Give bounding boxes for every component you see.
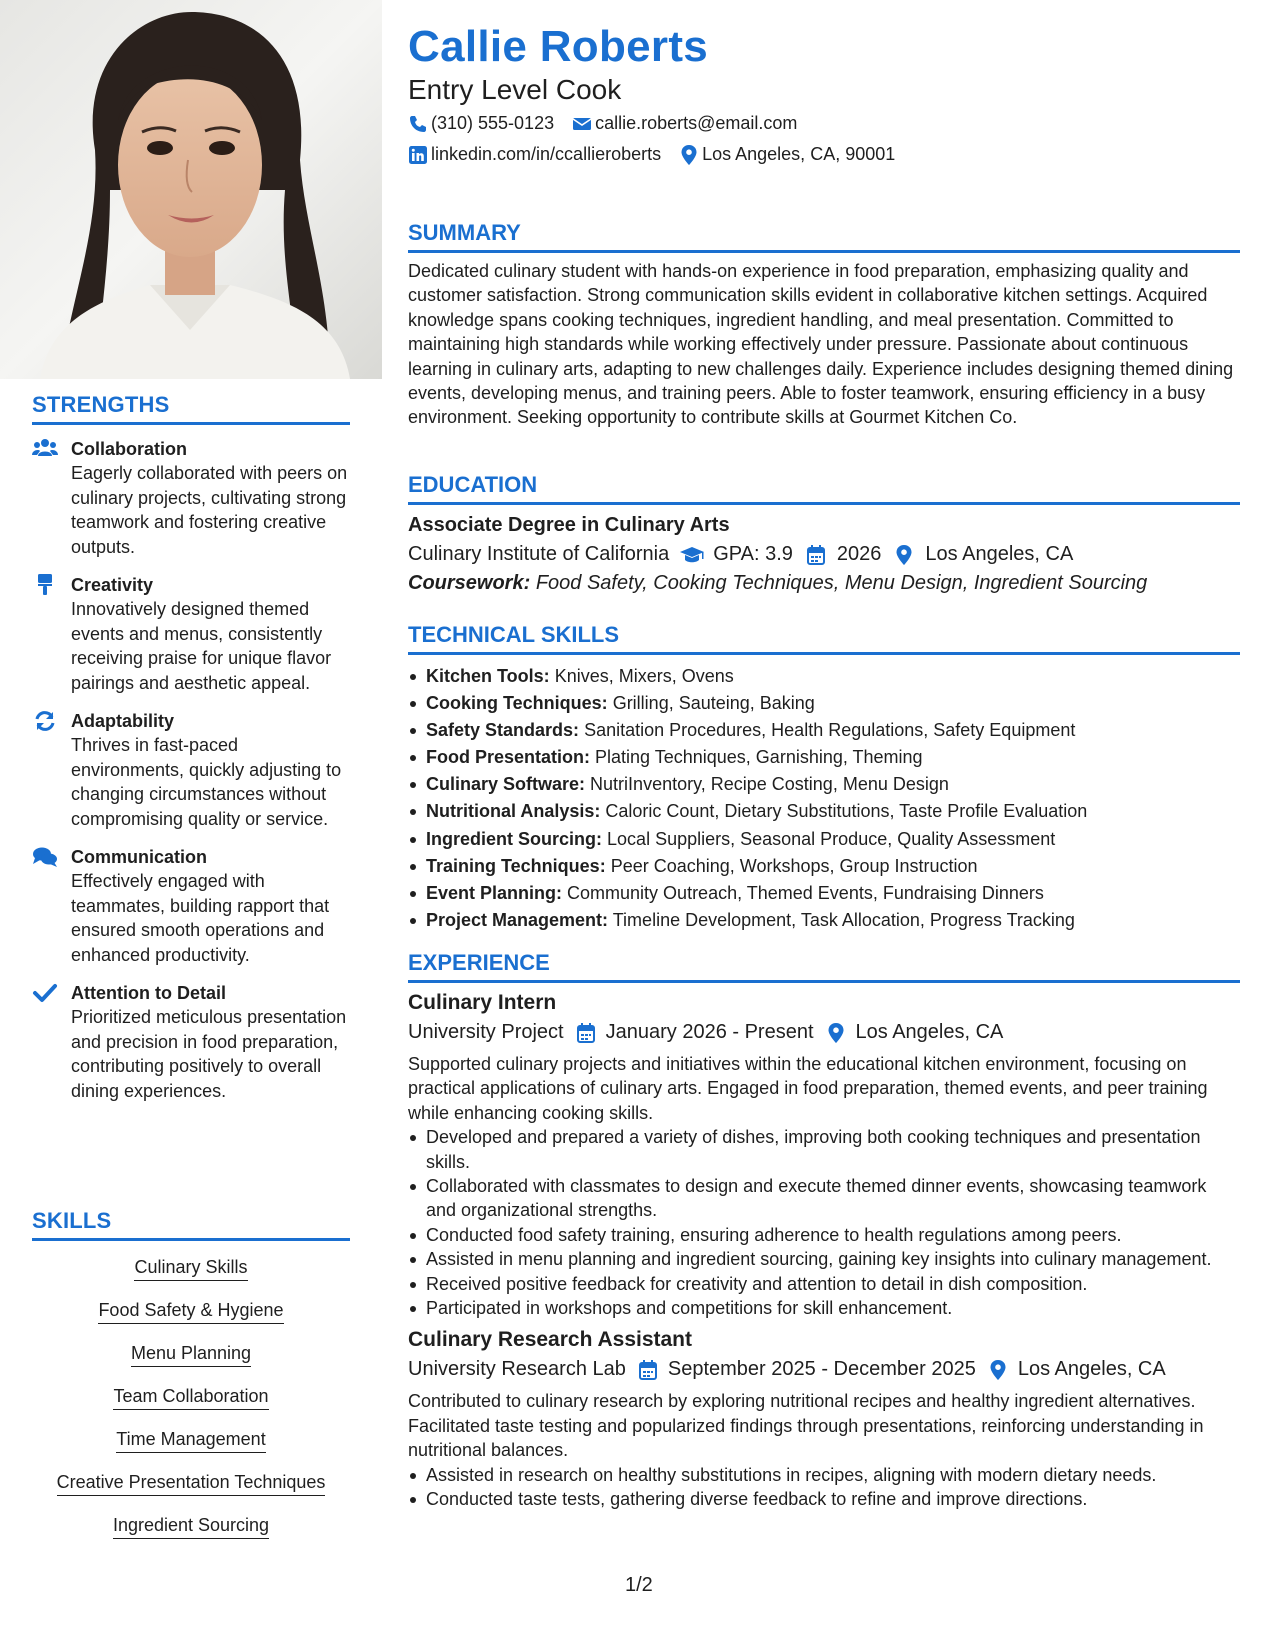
degree-title: Associate Degree in Culinary Arts [408,514,730,536]
job-entry [408,991,1240,1320]
calendar-icon [803,544,829,566]
job-title: Culinary Intern [408,991,557,1014]
portrait-illustration [0,0,382,379]
linkedin-text: linkedin.com/in/ccallieroberts [431,144,662,164]
strength-item [32,845,350,967]
list-item [408,690,1240,717]
paint-roller-icon [32,574,58,596]
strength-title: Attention to Detail [71,983,226,1003]
phone-text: (310) 555-0123 [431,113,555,133]
skill-tag: Culinary Skills [134,1255,247,1281]
list-item [408,798,1240,825]
graduation-cap-icon [679,544,705,566]
job-description: Contributed to culinary research by exploring nutritional recipes and healthy ingredient alternatives. Facilitated taste testing and popularized findings through presentations, reinforcing understanding in nutritional balances. [408,1391,1204,1461]
strength-desc: Eagerly collaborated with peers on culinary projects, cultivating strong teamwork and fostering creative outputs. [71,463,348,557]
calendar-icon [574,1022,598,1044]
skill-value: Local Suppliers, Seasonal Produce, Quality Assessment [607,828,1056,849]
list-item [408,771,1240,798]
list-item [408,907,1240,934]
strength-item [32,437,350,559]
job-bullets [408,1463,1240,1512]
summary-heading: SUMMARY [408,220,1240,253]
job-location: Los Angeles, CA [1017,1358,1166,1381]
location-contact [679,144,895,165]
comments-icon [32,846,58,868]
calendar-icon [636,1359,660,1381]
list-item: Received positive feedback for creativity and attention to detail in dish composition. [408,1272,1240,1296]
list-item [408,663,1240,690]
map-pin-icon [679,145,699,165]
skill-label: Culinary Software: [426,774,586,795]
skill-label: Cooking Techniques: [426,693,608,714]
skill-value: Peer Coaching, Workshops, Group Instruction [610,855,978,876]
skill-value: Grilling, Sauteing, Baking [612,693,815,714]
map-pin-icon [824,1022,848,1044]
list-item: Assisted in menu planning and ingredient sourcing, gaining key insights into culinary management. [408,1247,1240,1271]
school-location: Los Angeles, CA [925,543,1074,565]
skill-value: Community Outreach, Themed Events, Fundraising Dinners [567,882,1044,903]
skill-value: Plating Techniques, Garnishing, Theming [595,747,923,768]
map-pin-icon [986,1359,1010,1381]
job-org: University Project [408,1021,564,1043]
linkedin-contact[interactable] [408,144,661,165]
school-name: Culinary Institute of California [408,543,670,565]
phone-contact [408,113,554,134]
list-item [408,880,1240,907]
location-text: Los Angeles, CA, 90001 [702,144,896,164]
job-org: University Research Lab [408,1358,626,1381]
skill-tag: Food Safety & Hygiene [98,1298,283,1324]
education-meta [408,543,1240,566]
strength-item [32,573,350,695]
list-item [408,826,1240,853]
strength-desc: Innovatively designed themed events and menus, consistently receiving praise for unique flavor pairings and aesthetic appeal. [71,599,332,693]
coursework-text: Food Safety, Cooking Techniques, Menu Design, Ingredient Sourcing [535,572,1148,594]
skills-heading: SKILLS [32,1208,350,1241]
candidate-title: Entry Level Cook [408,74,622,105]
job-bullets [408,1125,1240,1320]
list-item [408,744,1240,771]
strength-title: Communication [71,847,208,867]
skill-label: Food Presentation: [426,747,591,768]
list-item: Participated in workshops and competitions for skill enhancement. [408,1296,1240,1320]
skill-tag: Creative Presentation Techniques [57,1470,326,1496]
profile-photo [0,0,382,379]
list-item: Assisted in research on healthy substitutions in recipes, aligning with modern dietary needs. [408,1463,1240,1487]
skill-value: NutriInventory, Recipe Costing, Menu Design [590,774,949,795]
strength-desc: Prioritized meticulous presentation and precision in food preparation, contributing positively to overall dining experiences. [71,1007,347,1101]
graduation-year: 2026 [836,543,882,565]
skill-value: Knives, Mixers, Ovens [554,666,734,686]
list-item: Conducted taste tests, gathering diverse feedback to refine and improve directions. [408,1487,1240,1511]
contact-row [408,113,815,134]
check-icon [32,982,58,1004]
strength-title: Adaptability [71,711,175,731]
email-text: callie.roberts@email.com [595,113,798,133]
skill-label: Event Planning: [426,882,563,903]
technical-skills-heading: TECHNICAL SKILLS [408,622,1240,655]
technical-skills-list [408,663,1240,934]
sync-icon [32,710,58,732]
strength-title: Collaboration [71,439,187,459]
experience-section [408,950,1240,1512]
job-dates: September 2025 - December 2025 [667,1358,976,1381]
job-description: Supported culinary projects and initiatives within the educational kitchen environment, focusing on practical applications of culinary arts. Engaged in food preparation, themed events, and peer training while enhancing cooking skills. [408,1054,1208,1123]
strengths-heading: STRENGTHS [32,392,350,425]
gpa-text: GPA: 3.9 [713,543,793,565]
email-contact[interactable] [572,113,797,134]
envelope-icon [572,114,592,134]
summary-section [408,220,1240,430]
phone-icon [408,114,428,134]
list-item [408,853,1240,880]
experience-heading: EXPERIENCE [408,950,1240,983]
skill-tag: Team Collaboration [113,1384,268,1410]
strength-title: Creativity [71,575,154,595]
linkedin-icon [408,145,428,165]
coursework-line [408,572,1240,595]
job-meta [408,1021,1240,1044]
skill-tag: Menu Planning [131,1341,251,1367]
contact-row-2 [408,144,913,165]
skill-tag: Ingredient Sourcing [113,1513,269,1539]
coursework-label: Coursework: [408,572,531,594]
job-location: Los Angeles, CA [855,1021,1004,1043]
skills-section [32,1208,350,1556]
strength-item [32,709,350,831]
map-pin-icon [891,544,917,566]
skill-value: Caloric Count, Dietary Substitutions, Taste Profile Evaluation [605,801,1088,822]
list-item: Conducted food safety training, ensuring adherence to health regulations among peers. [408,1223,1240,1247]
list-item [408,717,1240,744]
education-heading: EDUCATION [408,472,1240,505]
skill-value: Sanitation Procedures, Health Regulations, Safety Equipment [584,720,1076,741]
job-entry [408,1328,1240,1511]
skill-label: Training Techniques: [426,855,606,876]
skill-label: Kitchen Tools: [426,666,550,686]
job-dates: January 2026 - Present [605,1021,814,1043]
skill-label: Nutritional Analysis: [426,801,601,822]
technical-skills-section [408,622,1240,934]
candidate-name: Callie Roberts [408,22,709,71]
job-title: Culinary Research Assistant [408,1328,693,1352]
strengths-section [32,392,350,1103]
strength-item [32,981,350,1103]
list-item: Collaborated with classmates to design and execute themed dinner events, showcasing teamwork and organizational strengths. [408,1174,1240,1223]
education-section [408,472,1240,595]
summary-text: Dedicated culinary student with hands-on experience in food preparation, emphasizing quality and customer satisfaction. Strong communication skills evident in collaborative kitchen settings. Acquired knowledge spans cooking techniques, ingredient handling, and meal presentation. Committed to maintaining high standards while working effectively under pressure. Passionate about continuous learning in culinary arts, adapting to new challenges daily. Experience includes designing themed dining events, developing menus, and training peers. Able to foster teamwork, ensuring efficiency in a busy environment. Seeking opportunity to contribute skills at Gourmet Kitchen Co. [408,261,1234,428]
skill-label: Project Management: [426,909,609,930]
strength-desc: Thrives in fast-paced environments, quickly adjusting to changing circumstances without compromising quality or service. [71,735,342,829]
strength-desc: Effectively engaged with teammates, building rapport that ensured smooth operations and enhanced productivity. [71,871,330,965]
sidebar [0,0,382,1650]
skill-label: Ingredient Sourcing: [426,828,603,849]
skill-label: Safety Standards: [426,720,580,741]
job-meta [408,1358,1240,1381]
page-number: 1/2 [625,1574,653,1596]
skills-list [32,1255,350,1539]
users-icon [32,438,58,460]
skill-tag: Time Management [116,1427,265,1453]
skill-value: Timeline Development, Task Allocation, Progress Tracking [612,909,1075,930]
list-item: Developed and prepared a variety of dishes, improving both cooking techniques and presentation skills. [408,1125,1240,1174]
